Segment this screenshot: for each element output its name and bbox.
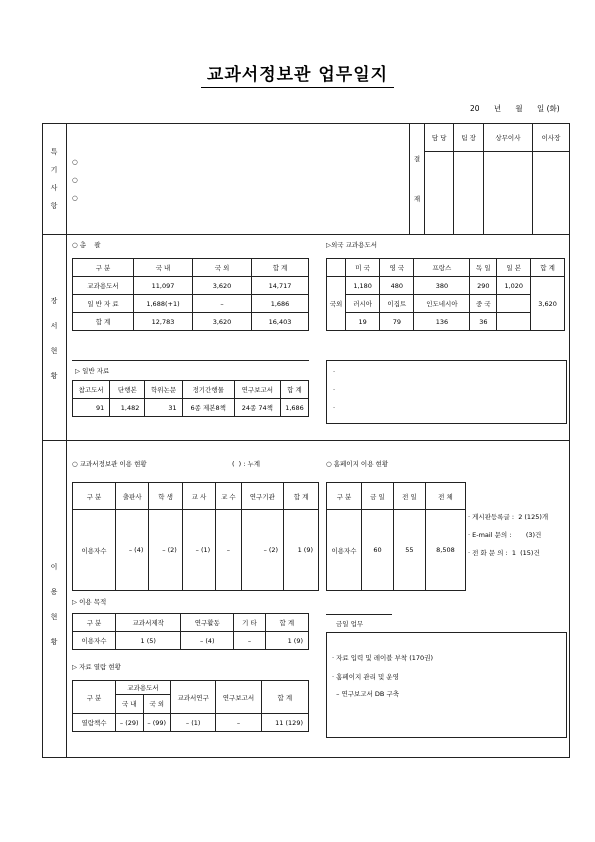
table-cell: 1 (9) (284, 510, 319, 591)
purpose-title: ▷ 이용 목적 (72, 598, 107, 606)
total-summary-title: ○ 총 괄 (72, 241, 101, 249)
table-header: 국 내 (134, 259, 193, 277)
table-header: 연구보고서 (216, 681, 261, 714)
table-cell: 55 (393, 510, 425, 591)
table-header: 정기간행물 (182, 381, 234, 399)
table-cell: – (2) (149, 510, 182, 591)
table-header: 구 분 (73, 483, 116, 510)
web-usage-table (326, 482, 466, 591)
memo-dot-1: · (333, 368, 336, 376)
table-cell: – (29) (116, 714, 144, 732)
table-cell: 1 (5) (116, 632, 181, 650)
table-cell: 1,020 (497, 277, 531, 295)
special-note-1: ○ (72, 158, 78, 166)
reading-title: ▷ 자료 열람 현황 (72, 663, 121, 671)
table-header: 구 분 (73, 681, 116, 714)
table-header: 합 계 (531, 259, 565, 277)
table-cell: 31 (145, 399, 182, 417)
approval-table (409, 123, 569, 235)
holdings-label: 장 서 현 황 (50, 297, 58, 380)
table-header: 금 일 (362, 483, 394, 510)
table-header: 프랑스 (414, 259, 470, 277)
table-header: 구 분 (327, 483, 362, 510)
hall-usage-legend: ( ) : 누계 (232, 460, 261, 468)
sign-box-team-lead (454, 152, 483, 235)
special-note-2: ○ (72, 176, 78, 184)
memo-box (326, 360, 567, 424)
table-header: 교과용도서 (116, 681, 171, 695)
table-cell: 교과용도서 (73, 277, 134, 295)
table-header: 출판사 (116, 483, 149, 510)
table-header: 교 사 (182, 483, 215, 510)
table-cell (497, 295, 531, 313)
approver-staff: 담 당 (425, 123, 454, 152)
web-note-email: · E-mail 문의 : (3)건 (468, 531, 542, 539)
tasks-title: 금일 업무 (336, 620, 364, 628)
table-cell: 일 반 자 료 (73, 295, 134, 313)
table-header: 합 계 (265, 614, 308, 632)
table-cell: 14,717 (252, 277, 309, 295)
table-cell: 3,620 (193, 313, 252, 331)
table-cell: 11 (129) (261, 714, 308, 732)
table-cell: – (234, 632, 266, 650)
table-cell: 합 계 (73, 313, 134, 331)
foreign-side-label: 국외 (327, 277, 346, 331)
table-cell: 24종 74책 (234, 399, 280, 417)
table-cell: 79 (380, 313, 414, 331)
table-header: 국 외 (193, 259, 252, 277)
table-header: 학위논문 (145, 381, 182, 399)
table-header: 학 생 (149, 483, 182, 510)
web-note-board: · 게시판등록글 : 2 (125)개 (468, 513, 549, 521)
table-cell: 19 (346, 313, 380, 331)
table-cell: – (216, 510, 241, 591)
tasks-title-rule (326, 614, 392, 615)
table-cell: 12,783 (134, 313, 193, 331)
table-cell: 열람책수 (73, 714, 116, 732)
hall-usage-title: ○ 교과서정보관 이용 현황 (72, 460, 147, 468)
memo-dot-2: · (333, 386, 336, 394)
table-cell: – (1) (182, 510, 215, 591)
section-divider-2 (42, 440, 569, 441)
approval-label: 결 재 (410, 123, 425, 235)
approver-director: 상무이사 (483, 123, 532, 152)
task-item: – 연구보고서 DB 구축 (332, 690, 399, 698)
table-cell: – (193, 295, 252, 313)
table-header: 연구기관 (241, 483, 284, 510)
table-cell: 1,688(+1) (134, 295, 193, 313)
table-header: 일 본 (497, 259, 531, 277)
table-cell: 136 (414, 313, 470, 331)
table-cell (327, 259, 346, 277)
sign-box-director (483, 152, 532, 235)
table-cell: 16,403 (252, 313, 309, 331)
document-title: 교과서정보관 업무일지 (0, 60, 595, 85)
approver-chairman: 이사장 (533, 123, 569, 152)
table-cell: 이용자수 (73, 632, 116, 650)
table-cell: 3,620 (193, 277, 252, 295)
table-header: 참고도서 (73, 381, 110, 399)
table-cell: 6종 제본8책 (182, 399, 234, 417)
table-header: 교과서제작 (116, 614, 181, 632)
table-cell: – (4) (116, 510, 149, 591)
table-header: 합 계 (261, 681, 308, 714)
foreign-textbooks-title: ▷외국 교과용도서 (326, 241, 378, 249)
table-cell: – (99) (143, 714, 171, 732)
table-cell: – (1) (171, 714, 216, 732)
table-header: 합 계 (280, 381, 308, 399)
table-cell: 중 국 (470, 295, 497, 313)
table-header: 구 분 (73, 259, 134, 277)
table-header: 단행본 (110, 381, 145, 399)
table-cell: – (2) (241, 510, 284, 591)
tasks-box (326, 632, 567, 738)
table-header: 합 계 (284, 483, 319, 510)
task-item: · 자료 입력 및 레이블 부착 (170권) (332, 654, 434, 662)
table-header: 전 일 (393, 483, 425, 510)
general-materials-table (72, 380, 309, 417)
memo-dot-3: · (333, 404, 336, 412)
general-materials-title: ▷ 일반 자료 (75, 367, 110, 375)
web-note-phone: · 전 화 문 의 : 1 (15)건 (468, 549, 540, 557)
table-header: 국 외 (143, 694, 171, 713)
table-cell: 8,508 (425, 510, 465, 591)
purpose-table (72, 613, 309, 650)
table-cell: 1,686 (280, 399, 308, 417)
table-cell: 60 (362, 510, 394, 591)
table-cell (497, 313, 531, 331)
table-cell: 91 (73, 399, 110, 417)
approver-team-lead: 팀 장 (454, 123, 483, 152)
table-cell: 이용자수 (327, 510, 362, 591)
table-header: 독 일 (470, 259, 497, 277)
table-cell: 11,097 (134, 277, 193, 295)
web-usage-title: ○ 홈페이지 이용 현황 (326, 460, 389, 468)
table-header: 전 체 (425, 483, 465, 510)
foreign-total-value: 3,620 (531, 277, 565, 331)
usage-label: 이 용 현 황 (50, 563, 58, 646)
table-header: 합 계 (252, 259, 309, 277)
table-header: 미 국 (346, 259, 380, 277)
date-line: 20 년 월 일 (화) (470, 104, 560, 113)
reading-table (72, 680, 309, 732)
table-header: 연구활동 (181, 614, 234, 632)
table-header: 국 내 (116, 694, 144, 713)
table-cell: 36 (470, 313, 497, 331)
table-cell: 러시아 (346, 295, 380, 313)
table-cell: 480 (380, 277, 414, 295)
table-cell: 380 (414, 277, 470, 295)
table-header: 연구보고서 (234, 381, 280, 399)
table-header: 교과서연구 (171, 681, 216, 714)
table-cell: 1,180 (346, 277, 380, 295)
sign-box-staff (425, 152, 454, 235)
task-item: · 홈페이지 관리 및 운영 (332, 673, 399, 681)
table-cell: – (4) (181, 632, 234, 650)
general-box-top (72, 360, 309, 361)
table-header: 교 수 (216, 483, 241, 510)
table-cell: 1,686 (252, 295, 309, 313)
table-cell: 290 (470, 277, 497, 295)
table-cell: 1,482 (110, 399, 145, 417)
table-header: 구 분 (73, 614, 116, 632)
special-notes-label: 특 기 사 항 (50, 148, 58, 210)
table-header: 기 타 (234, 614, 266, 632)
table-cell: 이집트 (380, 295, 414, 313)
table-cell: – (216, 714, 261, 732)
table-cell: 1 (9) (265, 632, 308, 650)
table-header: 영 국 (380, 259, 414, 277)
foreign-textbooks-table (326, 258, 565, 331)
special-note-3: ○ (72, 194, 78, 202)
table-cell: 이용자수 (73, 510, 116, 591)
sign-box-chairman (533, 152, 569, 235)
table-cell: 인도네시아 (414, 295, 470, 313)
total-summary-table (72, 258, 309, 331)
hall-usage-table (72, 482, 319, 591)
